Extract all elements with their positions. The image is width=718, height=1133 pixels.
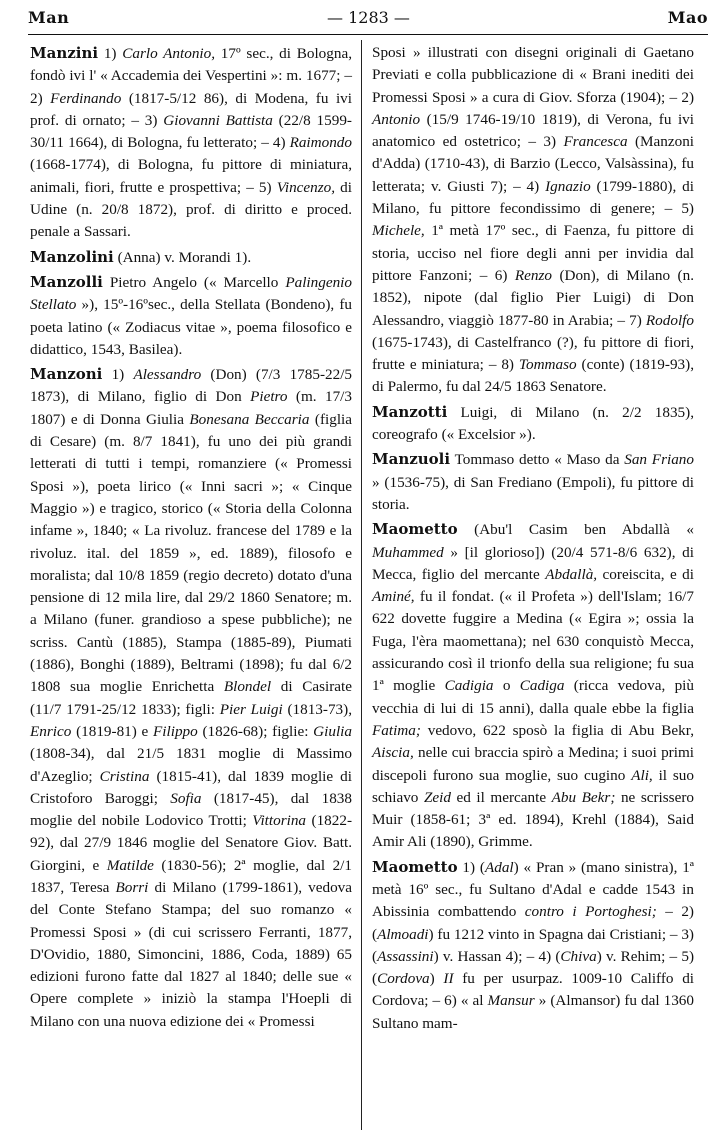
entry-text: o <box>493 677 520 695</box>
italic-text: Bonesana Beccaria <box>189 410 310 428</box>
entry-text: (1675-1743), di Castelfranco (?), fu pittore di fiori, frutte e miniatura; – 8) <box>372 333 694 374</box>
entry-text: il suo schiavo <box>372 766 694 806</box>
entry-manzolini <box>30 246 352 269</box>
italic-text: Ferdinando <box>50 89 122 107</box>
entry-text: »), 15º-16ºsec., della Stellata (Bondeno), fu poeta latino (« Zodiacus vitae », poema filosofico e didattico, 1543, Basilea). <box>30 296 352 358</box>
italic-text: Blondel <box>223 678 272 696</box>
entry-text: (figlia di Cesare) (m. 8/7 1841), fu uno dei più grandi letterati di tutti i tempi, romanziere (« Promessi Sposi »), poeta lirico (« Inni sacri »; « Cinque Maggio ») e tragico, storico (« Storia della Colonna infame », 1840; « La rivoluz. francese del 1789 e la rivoluz. ital. del 1859 », ed. 1889), filosofo e moralista; dal 10/8 1859 (regio decreto) dotato d'una pensione di 12 mila lire, dal 29/2 1860 Senatore; m. a Milano (funer. grandioso a spese pubbliche); ne scriss. Cantù (1885), Stampa (1885-89), Piumati (1886), Bonghi (1889), Beltrami (1898); fu dal 6/2 1808 sua moglie Enrichetta <box>30 410 352 696</box>
italic-text: Aminé, <box>372 588 415 606</box>
italic-text: Pietro <box>250 388 288 406</box>
italic-text: Filippo <box>153 722 198 740</box>
entry-text: di Milano (1799-1861), vedova del Conte Stefano Stampa; del suo romanzo « Promessi Sposi » (di cui scrissero Ferranti, 1877, D'Ovidio, 1880, Simoncini, 1886, Coda, 1889) 65 edizioni furono fatte dal 1827 al 1840; delle sue « Opere complete » iniziò la stampa l'Hoepli di Milano con una nuova edizione dei « Promessi <box>30 878 353 1030</box>
entry-text: (22/8 1599-30/11 1664), di Bologna, fu letterato; – 4) <box>30 111 352 152</box>
entry-manzuoli <box>372 448 694 516</box>
italic-text: II <box>443 970 454 988</box>
entry-manzotti <box>372 401 694 447</box>
entry-text: ) v. Hassan 4); – 4) ( <box>433 947 561 965</box>
entry-text: ed il mercante <box>450 788 552 806</box>
entry-text: 1) ( <box>457 858 485 876</box>
italic-text: Palingenio Stellato <box>30 273 352 314</box>
entry-text: (1817-45), dal 1838 moglie del nobile Lodovico Trotti; <box>30 789 352 830</box>
entry-text: (15/9 1746-19/10 1819), di Verona, fu ivi anatomico ed ostetrico; – 3) <box>372 110 694 151</box>
entry-text: » [il glorioso]) (20/4 571-8/6 632), di Mecca, figlio del mercante <box>372 543 694 583</box>
entry-text: (1799-1880), di Milano, fu pittore fecondissimo di genere; – 5) <box>372 177 694 218</box>
italic-text: Vittorina <box>252 812 307 830</box>
italic-text: Chiva <box>560 947 597 965</box>
entry-text: (1817-5/12 86), di Modena, fu ivi prof. di ornato; – 3) <box>30 89 352 129</box>
entry-manzoni <box>30 363 352 1033</box>
italic-text: Adal <box>484 858 514 876</box>
entry-text: 17º sec., di Bologna, fondò ivi l' « Accademia dei Vespertini »: m. 1677; – 2) <box>30 45 352 107</box>
entry-text: (ricca vedova, più vecchia di lui di 15 anni), dalla quale ebbe la figlia <box>372 677 694 717</box>
entry-text: ) « Pran » (mano sinistra), 1ª metà 16º sec., fu Sultano d'Adal e cadde 1543 in Abissinia combattendo <box>372 858 694 921</box>
italic-text: Alessandro <box>133 366 202 384</box>
headword: Manzolini <box>30 247 114 266</box>
entry-text: coreiscita, e di <box>597 565 694 583</box>
italic-text: Raimondo <box>289 134 352 152</box>
italic-text: Rodolfo <box>645 311 694 329</box>
italic-text: Giovanni Battista <box>163 111 273 129</box>
entry-text: (1668-1774), di Bologna, fu pittore di miniatura, animali, fiori, frutte e prospettiva; – 5) <box>30 156 352 196</box>
entry-manzini <box>30 42 352 244</box>
italic-text: Tommaso <box>518 356 577 374</box>
italic-text: Enrico <box>30 722 72 740</box>
entry-text: » (1536-75), di San Frediano (Empoli), fu pittore di storia. <box>372 473 694 513</box>
entry-text: di Udine (n. 20/8 1872), prof. di diritto e proced. penale a Sassari. <box>30 178 352 241</box>
entry-text: Tommaso detto « Maso da <box>450 451 625 469</box>
header-right-headword: Mao <box>667 7 708 27</box>
headword: Manzuoli <box>372 450 451 469</box>
headword: Maometto <box>372 520 458 539</box>
headword: Manzini <box>30 44 99 62</box>
entry-text: Sposi » illustrati con disegni originali di Gaetano Previati e colla pubblicazione di « Brani inediti dei Promessi Sposi » a cura di Giov. Sforza (1904); – 2) <box>372 44 694 106</box>
entry-text: (Don), di Milano (n. 1852), nipote (dal figlio Pier Luigi) di Don Alessandro, viaggiò 1877-80 in Arabia; – 7) <box>372 266 694 329</box>
entry-manzoni-cont <box>372 42 694 399</box>
italic-text: Assassini <box>377 947 434 965</box>
entry-text: Luigi, di Milano (n. 2/2 1835), coreografo (« Excelsior »). <box>372 403 694 444</box>
italic-text: Fatima; <box>372 721 421 739</box>
entry-text: fu il fondat. (« il Profeta ») dell'Islam; 16/7 622 dovette fuggire a Medina (« Egira »; ossia la Fuga, l'èra maomettana); nel 630 conquistò Mecca, assicurando così il trionfo della sua religione; fu sua 1ª moglie <box>372 588 694 695</box>
italic-text: Michele, <box>372 222 425 240</box>
entry-maometto <box>372 518 694 853</box>
entry-text: (Anna) v. Morandi 1). <box>113 248 252 266</box>
entry-text: (1822-92), dal 27/9 1846 moglie del Senatore Giov. Batt. Giorgini, e <box>30 812 352 874</box>
italic-text: Zeid <box>423 788 451 806</box>
italic-text: Ignazio <box>545 177 591 195</box>
entry-text: (1819-81) e <box>71 722 154 740</box>
italic-text: Aiscia, <box>372 744 414 762</box>
column-divider <box>361 40 362 1130</box>
italic-text: Abdallà, <box>545 565 598 583</box>
italic-text: Antonio <box>372 110 421 128</box>
italic-text: Mansur <box>487 992 535 1010</box>
entry-text: (1815-41), dal 1839 moglie di Cristoforo Baroggi; <box>30 767 352 807</box>
entry-text: 1) <box>102 366 134 384</box>
italic-text: Sofia <box>170 789 202 807</box>
entry-maometto-2 <box>372 856 694 1035</box>
left-column <box>30 42 352 1035</box>
italic-text: Vincenzo, <box>276 178 336 196</box>
headword: Maometto <box>372 857 458 876</box>
italic-text: Renzo <box>514 266 552 284</box>
italic-text: Abu Bekr; <box>551 788 616 806</box>
entry-text: (1808-34), dal 21/5 1831 moglie di Massimo d'Azeglio; <box>30 745 352 785</box>
entry-text: (m. 17/3 1807) e di Donna Giulia <box>30 388 353 428</box>
entry-text: nelle cui braccia spirò a Medina; i suoi primi discepoli furono sua moglie, suo cugino <box>372 744 694 784</box>
entry-text: Pietro Angelo (« Marcello <box>102 273 286 291</box>
entry-text: di Casirate (11/7 1791-25/12 1833); figli: <box>30 678 352 718</box>
headword: Manzolli <box>30 272 103 291</box>
italic-text: Muhammed <box>372 543 444 561</box>
italic-text: Cadigia <box>444 677 494 695</box>
entry-text: (1826-68); figlie: <box>197 722 314 740</box>
page-header <box>28 0 708 34</box>
italic-text: Ali, <box>631 766 653 784</box>
entry-text: ) fu 1212 vinto in Spagna dai Cristiani; – 3) ( <box>372 925 694 965</box>
entry-text: 1) <box>98 45 123 62</box>
header-left-headword: Man <box>28 7 70 27</box>
entry-text: ne scrissero Muir (1858-61; 3ª ed. 1894), Krehl (1884), Said Amir Ali (1890), Grimme. <box>372 788 694 851</box>
entry-text: ) v. Rehim; – 5) ( <box>372 947 694 988</box>
entry-text: vedovo, 622 sposò la figlia di Abu Bekr, <box>420 721 694 739</box>
italic-text: Matilde <box>106 856 154 874</box>
italic-text: Francesca <box>563 133 628 151</box>
entry-text: (Abu'l Casim ben Abdallà « <box>457 521 694 539</box>
italic-text: Cordova <box>377 970 430 988</box>
italic-text: San Friano <box>624 451 694 469</box>
headword: Manzoni <box>30 365 103 384</box>
italic-text: Cadiga <box>519 677 565 695</box>
entry-text: fu per usurpaz. 1009-10 Califfo di Cordova; – 6) « al <box>372 970 695 1010</box>
italic-text: Giulia <box>313 722 352 740</box>
italic-text: Borri <box>115 878 149 896</box>
entry-text: (1830-56); 2ª moglie, dal 2/1 1837, Teresa <box>30 856 352 896</box>
right-column <box>372 42 694 1037</box>
header-rule <box>28 34 708 35</box>
italic-text: Carlo Antonio, <box>122 45 216 62</box>
italic-text: Pier Luigi <box>219 700 283 718</box>
entry-text: 1ª metà 17º sec., di Faenza, fu pittore di storia, ucciso nel fiore degli anni per invidia dal pittore Fanzoni; – 6) <box>372 222 694 284</box>
entry-text: (1813-73), <box>282 700 352 718</box>
entry-text: (conte) (1819-93), di Palermo, fu dal 24/5 1863 Senatore. <box>372 356 694 396</box>
entry-manzolli <box>30 271 352 361</box>
entry-text: ) <box>429 970 444 988</box>
italic-text: contro i Portoghesi; <box>524 903 657 921</box>
entry-text: – 2) ( <box>372 903 694 943</box>
entry-text: » (Almansor) fu dal 1360 Sultano mam- <box>372 992 694 1032</box>
entry-text: (Manzoni d'Adda) (1710-43), di Barzio (Lecco, Valsàssina), fu letterata; v. Giusti 7); – 4) <box>372 133 695 195</box>
headword: Manzotti <box>372 402 448 421</box>
italic-text: Almoadi <box>377 925 429 943</box>
page-number: — 1283 — <box>327 7 410 27</box>
italic-text: Cristina <box>99 767 150 785</box>
entry-text: (Don) (7/3 1785-22/5 1873), di Milano, figlio di Don <box>30 366 353 406</box>
